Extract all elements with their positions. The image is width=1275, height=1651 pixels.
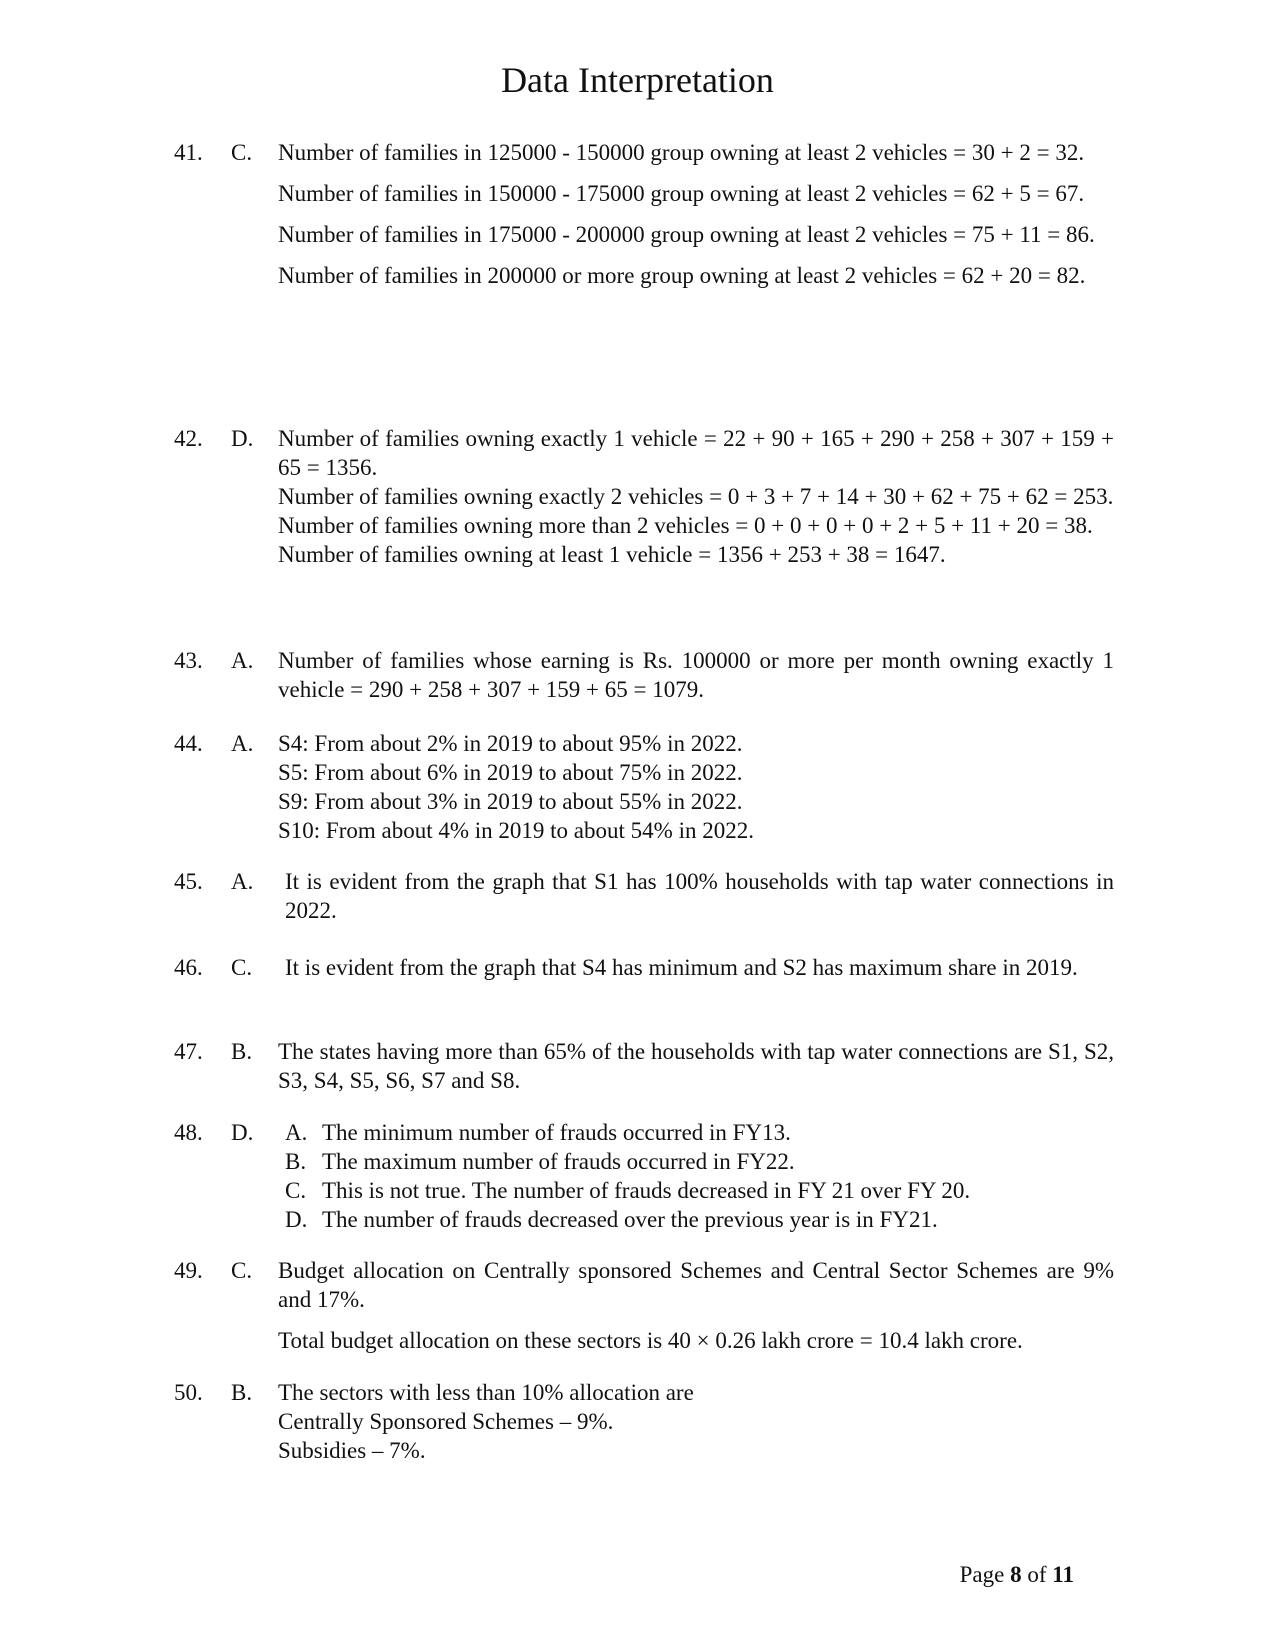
solution-line: S5: From about 6% in 2019 to about 75% in 2022. (278, 760, 743, 785)
solution-paragraph: It is evident from the graph that S4 has minimum and S2 has maximum share in 2019. (285, 955, 1078, 980)
option-letter: C. (285, 1178, 307, 1203)
question-44 (174, 729, 1114, 845)
current-page: 8 (1010, 1562, 1022, 1587)
page-word: Page (959, 1562, 1005, 1587)
option-text: The number of frauds decreased over the previous year is in FY21. (322, 1207, 938, 1232)
option-text: This is not true. The number of frauds decreased in FY 21 over FY 20. (322, 1178, 971, 1203)
answer-letter: A. (231, 731, 254, 756)
page-title: Data Interpretation (501, 60, 774, 100)
page-number (960, 1560, 1074, 1589)
option-item (285, 1147, 1114, 1176)
question-number: 45. (174, 869, 203, 894)
answer-letter: D. (231, 1120, 254, 1145)
question-number: 49. (174, 1258, 203, 1283)
solution-paragraph: Number of families in 150000 - 175000 group owning at least 2 vehicles = 62 + 5 = 67. (278, 181, 1085, 206)
solution-line: Subsidies – 7%. (278, 1438, 426, 1463)
option-letter: B. (285, 1149, 307, 1174)
solution-paragraph: Number of families in 175000 - 200000 group owning at least 2 vehicles = 75 + 11 = 86. (278, 222, 1095, 247)
solution-line: The sectors with less than 10% allocation are (278, 1380, 694, 1405)
solution-paragraph: The states having more than 65% of the households with tap water connections are S1, S2, S3, S4, S5, S6, S7 and S8. (278, 1039, 1114, 1093)
solution-line: S4: From about 2% in 2019 to about 95% in 2022. (278, 731, 743, 756)
option-item (285, 1176, 1114, 1205)
answer-letter: B. (231, 1380, 253, 1405)
solution-line: Number of families owning more than 2 vehicles = 0 + 0 + 0 + 0 + 2 + 5 + 11 + 20 = 38. (278, 513, 1093, 538)
question-number: 48. (174, 1120, 203, 1145)
option-item (285, 1205, 1114, 1234)
solution-paragraph: It is evident from the graph that S1 has 100% households with tap water connections in 2022. (285, 869, 1114, 923)
answer-letter: C. (231, 140, 253, 165)
solution-line: Centrally Sponsored Schemes – 9%. (278, 1409, 614, 1434)
question-number: 46. (174, 955, 203, 980)
option-letter: A. (285, 1120, 308, 1145)
question-number: 41. (174, 140, 203, 165)
question-number: 44. (174, 731, 203, 756)
answer-letter: D. (231, 426, 254, 451)
solution-paragraph: Number of families whose earning is Rs. 100000 or more per month owning exactly 1 vehicle = 290 + 258 + 307 + 159 + 65 = 1079. (278, 648, 1114, 702)
total-pages: 11 (1052, 1562, 1074, 1587)
question-number: 43. (174, 648, 203, 673)
of-word: of (1027, 1562, 1047, 1587)
question-42 (174, 424, 1114, 569)
option-text: The maximum number of frauds occurred in FY22. (322, 1149, 795, 1174)
solution-line: Number of families owning exactly 2 vehicles = 0 + 3 + 7 + 14 + 30 + 62 + 75 + 62 = 253. (278, 484, 1114, 509)
solution-paragraph: Total budget allocation on these sectors is 40 × 0.26 lakh crore = 10.4 lakh crore. (278, 1328, 1023, 1353)
option-text: The minimum number of frauds occurred in FY13. (322, 1120, 791, 1145)
question-number: 42. (174, 426, 203, 451)
solution-paragraph: Number of families in 200000 or more group owning at least 2 vehicles = 62 + 20 = 82. (278, 263, 1086, 288)
option-letter: D. (285, 1207, 308, 1232)
question-45 (174, 867, 1114, 925)
solution-paragraph: Number of families in 125000 - 150000 group owning at least 2 vehicles = 30 + 2 = 32. (278, 140, 1085, 165)
question-43 (174, 646, 1114, 704)
question-41 (174, 138, 1114, 290)
answer-letter: A. (231, 869, 254, 894)
solution-line: Number of families owning at least 1 vehicle = 1356 + 253 + 38 = 1647. (278, 542, 946, 567)
question-48 (174, 1118, 1114, 1234)
answer-letter: C. (231, 955, 253, 980)
question-46 (174, 953, 1114, 982)
option-item (285, 1118, 1114, 1147)
solution-paragraph: Budget allocation on Centrally sponsored Schemes and Central Sector Schemes are 9% and 17%. (278, 1258, 1114, 1312)
solution-line: S10: From about 4% in 2019 to about 54% in 2022. (278, 818, 754, 843)
question-50 (174, 1378, 1114, 1465)
question-number: 47. (174, 1039, 203, 1064)
answer-letter: B. (231, 1039, 253, 1064)
solution-line: Number of families owning exactly 1 vehicle = 22 + 90 + 165 + 290 + 258 + 307 + 159 + 65 = 1356. (278, 426, 1114, 480)
question-47 (174, 1037, 1114, 1095)
answer-letter: A. (231, 648, 254, 673)
solution-line: S9: From about 3% in 2019 to about 55% in 2022. (278, 789, 743, 814)
question-number: 50. (174, 1380, 203, 1405)
answer-letter: C. (231, 1258, 253, 1283)
question-49 (174, 1256, 1114, 1355)
